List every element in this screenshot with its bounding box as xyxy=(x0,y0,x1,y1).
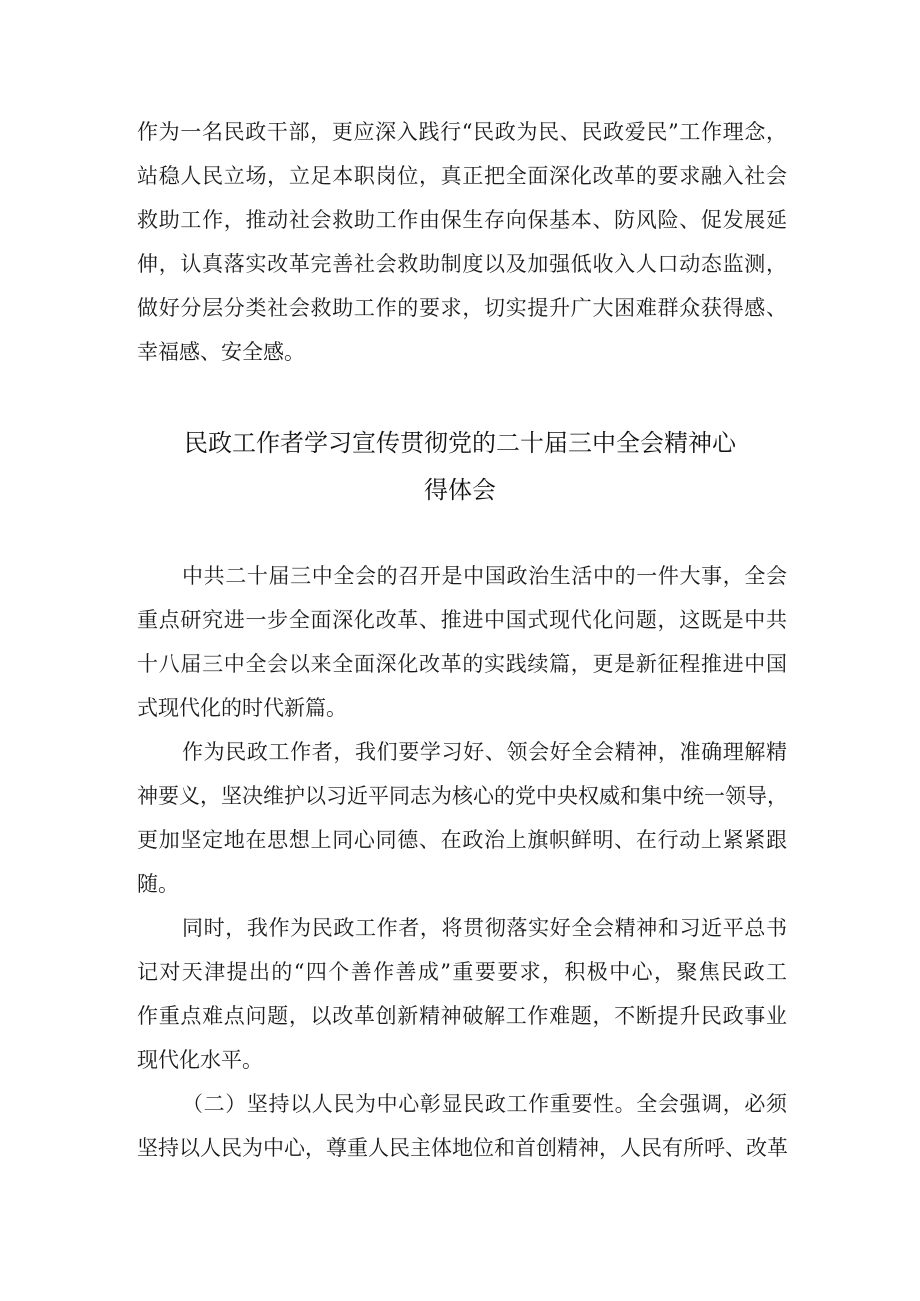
document-title-line-2: 得体会 xyxy=(424,476,496,504)
document-title-line-1: 民政工作者学习宣传贯彻党的二十届三中全会精神心 xyxy=(184,429,736,457)
intro-line-1: 作为一名民政干部，更应深入践行“民政为民、民政爱民”工作理念， xyxy=(137,120,787,144)
para3-line-3: 作重点难点问题，以改革创新精神破解工作难题，不断提升民政事业 xyxy=(137,1004,787,1028)
intro-line-3: 救助工作，推动社会救助工作由保生存向保基本、防风险、促发展延 xyxy=(137,208,787,232)
intro-line-2: 站稳人民立场，立足本职岗位，真正把全面深化改革的要求融入社会 xyxy=(137,164,787,188)
intro-line-4: 伸，认真落实改革完善社会救助制度以及加强低收入人口动态监测， xyxy=(137,252,787,276)
para4-line-1: （二）坚持以人民为中心彰显民政工作重要性。全会强调，必须 xyxy=(182,1092,787,1116)
para1-line-1: 中共二十届三中全会的召开是中国政治生活中的一件大事，全会 xyxy=(182,564,787,588)
intro-line-5: 做好分层分类社会救助工作的要求，切实提升广大困难群众获得感、 xyxy=(137,296,787,320)
para2-line-3: 更加坚定地在思想上同心同德、在政治上旗帜鲜明、在行动上紧紧跟 xyxy=(137,828,787,852)
intro-line-6: 幸福感、安全感。 xyxy=(137,340,305,364)
para2-line-2: 神要义，坚决维护以习近平同志为核心的党中央权威和集中统一领导， xyxy=(137,784,788,808)
para1-line-3: 十八届三中全会以来全面深化改革的实践续篇，更是新征程推进中国 xyxy=(137,652,787,676)
para3-line-2: 记对天津提出的“四个善作善成”重要要求，积极中心，聚焦民政工 xyxy=(137,960,787,984)
para3-line-1: 同时，我作为民政工作者，将贯彻落实好全会精神和习近平总书 xyxy=(182,916,787,940)
para4-line-2: 坚持以人民为中心，尊重人民主体地位和首创精神，人民有所呼、改革 xyxy=(137,1136,788,1160)
para1-line-2: 重点研究进一步全面深化改革、推进中国式现代化问题，这既是中共 xyxy=(137,608,787,632)
para2-line-4: 随。 xyxy=(137,872,179,896)
para1-line-4: 式现代化的时代新篇。 xyxy=(137,696,347,720)
para3-line-4: 现代化水平。 xyxy=(137,1048,263,1072)
para2-line-1: 作为民政工作者，我们要学习好、领会好全会精神，准确理解精 xyxy=(182,740,787,764)
